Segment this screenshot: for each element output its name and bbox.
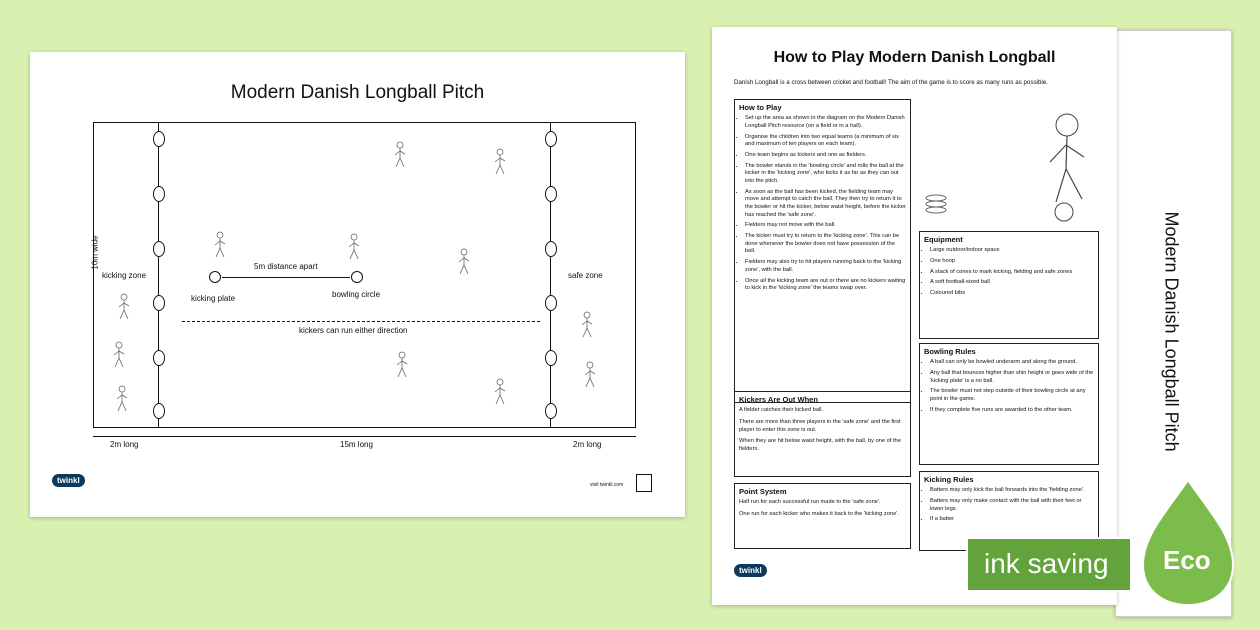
how-to-play-heading: How to Play [739, 103, 782, 112]
cone [545, 241, 557, 257]
list-item: • A stack of cones to mark kicking, fielding and safe zones [930, 269, 1094, 277]
visit-link: visit twinkl.com [590, 482, 624, 488]
kicking-rules-heading: Kicking Rules [924, 475, 974, 484]
ink-saving-banner: ink saving [966, 537, 1132, 592]
list-item: • Batters may only kick the ball forwards into the 'fielding zone'. [930, 487, 1094, 495]
list-item: • Once all the kicking team are out or there are no kickers waiting to kick in the 'kicking zone' the teams swap over. [745, 278, 906, 293]
fielder-figure [492, 378, 508, 406]
cone [153, 403, 165, 419]
safe-zone-label: safe zone [568, 271, 603, 280]
fielder-figure [392, 141, 408, 169]
fielder-figure [492, 148, 508, 176]
list-item: • If they complete five runs are awarded to the other team. [930, 407, 1094, 415]
point-item: Half run for each successful run made to the 'safe zone'. [739, 499, 881, 506]
out-when-item: There are more than three players in the 'safe zone' and the first player to enter this zone is out. [739, 418, 901, 433]
out-when-item: When they are hit below waist height, with the ball, by one of the fielders. [739, 438, 901, 452]
quality-badge-icon [636, 474, 652, 492]
list-item: • As soon as the ball has been kicked, the fielding team may move and attempt to catch the ball. They then try to return it to the bowler or hit the kicker, below waist height, before the kicker has reached the 'safe zone'. [745, 189, 906, 220]
equipment-heading: Equipment [924, 235, 963, 244]
equipment-box [919, 231, 1099, 339]
list-item: • Set up the area as shown in the diagram on the Modern Danish Longball Pitch resource (on a field or in a hall). [745, 115, 906, 130]
out-when-item: A fielder catches their kicked ball. [739, 407, 824, 414]
cone [153, 131, 165, 147]
length-dimension-line [93, 436, 636, 437]
how-to-play-box [734, 99, 911, 403]
child-kicking-ball-illustration [1032, 107, 1112, 227]
waiting-kicker-figure [116, 293, 132, 321]
pitch-title: Modern Danish Longball Pitch [230, 82, 485, 103]
guide-sheet [712, 27, 1117, 605]
safe-runner-figure [582, 361, 598, 389]
kicking-line [158, 123, 159, 427]
list-item: • Fielders may also try to hit players running back to the 'kicking zone', with the ball. [745, 259, 906, 274]
waiting-kicker-figure [111, 341, 127, 369]
list-item: • One team begins as kickers and one as fielders. [745, 152, 906, 160]
out-when-box [734, 391, 911, 477]
cone [545, 131, 557, 147]
cone-stack-icon [924, 192, 948, 218]
cone [545, 295, 557, 311]
eco-label: Eco [1163, 545, 1211, 575]
back-sheet-title: Modern Danish Longball Pitch [1161, 211, 1182, 452]
cone [153, 295, 165, 311]
list-item: • A ball can only be bowled underarm and along the ground. [930, 359, 1094, 367]
list-item: • If a batter [930, 516, 1094, 524]
out-when-heading: Kickers Are Out When [739, 395, 818, 404]
list-item: • The kicker must try to return to the 'kicking zone'. This can be done whenever the bowler does not have possession of the ball. [745, 233, 906, 256]
fielder-figure [456, 248, 472, 276]
list-item: • Any ball that bounces higher than shin height or goes wide of the 'kicking plate' is a no ball. [930, 370, 1094, 385]
list-item: • The bowler must not step outside of their bowling circle at any point in the game. [930, 388, 1094, 403]
pitch-sheet [30, 52, 685, 517]
bowling-rules-box [919, 343, 1099, 465]
bowler-figure [346, 233, 362, 261]
run-direction-arrow [182, 321, 540, 322]
distance-line [222, 277, 350, 278]
cone [545, 350, 557, 366]
cone [545, 403, 557, 419]
mid-length-label: 15m long [340, 440, 373, 449]
run-direction-label: kickers can run either direction [299, 326, 408, 335]
list-item: • A soft football-sized ball [930, 279, 1094, 287]
width-label: 10m wide [90, 235, 100, 270]
kicking-zone-label: kicking zone [102, 271, 147, 280]
bowling-circle-marker [351, 271, 363, 283]
cone [153, 241, 165, 257]
pitch-field [90, 122, 636, 428]
point-item: One run for each kicker who makes it back to the 'kicking zone'. [739, 510, 899, 517]
bowling-rules-heading: Bowling Rules [924, 347, 976, 356]
list-item: • Organise the children into two equal teams (a minimum of six and maximum of ten players on each team). [745, 134, 906, 149]
list-item: • Batters may only make contact with the ball with their feet or lower legs. [930, 498, 1094, 513]
guide-intro: Danish Longball is a cross between cricket and football! The aim of the game is to score as many runs as possible. [734, 79, 1048, 86]
list-item: • One hoop [930, 258, 1094, 266]
safe-line [550, 123, 551, 427]
list-item: • Fielders may not move with the ball. [745, 222, 906, 230]
safe-runner-figure [579, 311, 595, 339]
kicking-plate-marker [209, 271, 221, 283]
left-length-label: 2m long [110, 440, 139, 449]
cone [545, 186, 557, 202]
list-item: • Coloured bibs [930, 290, 1094, 298]
point-system-box [734, 483, 911, 549]
fielder-figure [394, 351, 410, 379]
cone [153, 350, 165, 366]
twinkl-logo: twinkl [52, 474, 85, 487]
cone [153, 186, 165, 202]
kicking-plate-label: kicking plate [191, 294, 236, 303]
guide-title: How to Play Modern Danish Longball [773, 49, 1056, 66]
kicker-figure [212, 231, 228, 259]
right-length-label: 2m long [573, 440, 602, 449]
bowling-circle-label: bowling circle [332, 290, 381, 299]
point-system-heading: Point System [739, 487, 787, 496]
waiting-kicker-figure [114, 385, 130, 413]
twinkl-logo: twinkl [734, 564, 767, 577]
list-item: • Large outdoor/indoor space [930, 247, 1094, 255]
distance-label: 5m distance apart [254, 262, 318, 271]
list-item: • The bowler stands in the 'bowling circle' and rolls the ball at the kicker in the 'kicking zone', who kicks it as far as they can out into the pitch. [745, 163, 906, 186]
